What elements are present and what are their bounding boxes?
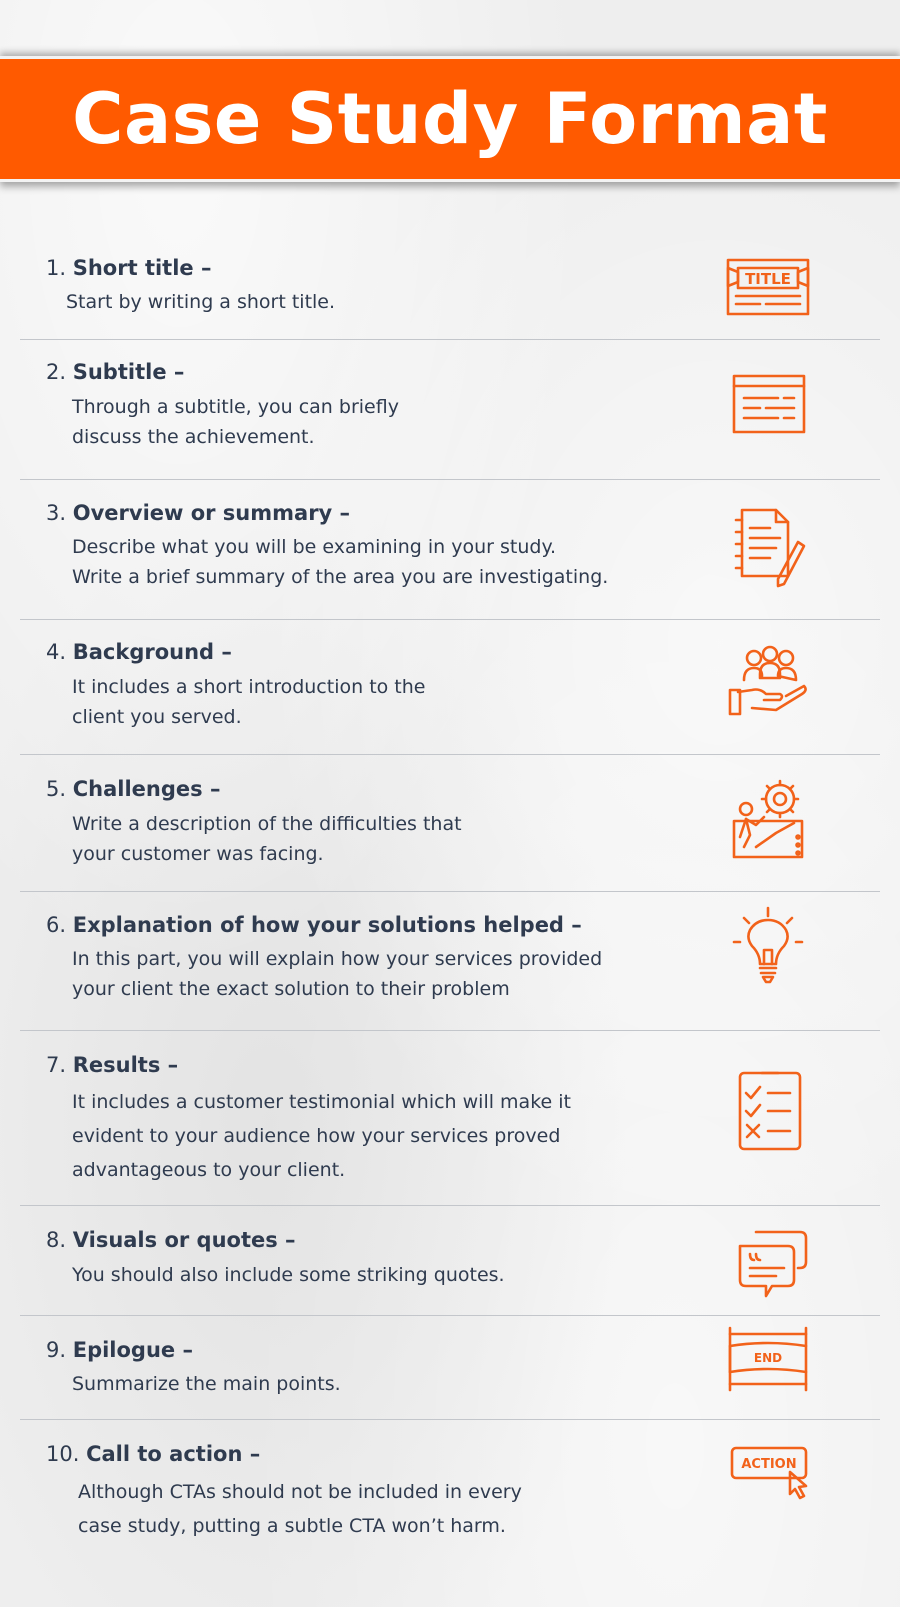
- item-description: Summarize the main points.: [72, 1373, 341, 1395]
- checklist-icon: [726, 1069, 810, 1153]
- list-item: 9. Epilogue – Summarize the main points. END: [20, 1316, 880, 1420]
- item-number: 1.: [46, 256, 67, 280]
- item-description: You should also include some striking quotes.: [72, 1264, 505, 1286]
- list-item: 8. Visuals or quotes – You should also include some striking quotes.: [20, 1206, 880, 1316]
- climbing-gear-icon: [726, 777, 810, 861]
- end-banner-icon: [726, 1324, 810, 1408]
- item-description: Although CTAs should not be included in every case study, putting a subtle CTA won’t harm.: [78, 1481, 522, 1537]
- list-item: 10. Call to action – Although CTAs should not be included in every case study, putting a subtle CTA won’t harm. ACTION: [20, 1420, 880, 1560]
- item-description: Write a description of the difficulties that your customer was facing.: [72, 813, 462, 865]
- list-item: 3. Overview or summary – Describe what you will be examining in your study. Write a brief summary of the area you are investigating.: [20, 480, 880, 620]
- lightbulb-icon: [726, 904, 810, 988]
- list-item: 5. Challenges – Write a description of the difficulties that your customer was facing.: [20, 755, 880, 892]
- item-description: It includes a short introduction to the client you served.: [72, 676, 426, 728]
- list-item: 4. Background – It includes a short introduction to the client you served.: [20, 620, 880, 755]
- notebook-pencil-icon: [726, 506, 810, 590]
- list-item: [20, 230, 880, 340]
- action-button-icon: [726, 1438, 810, 1522]
- item-title: Short title –: [72, 256, 212, 280]
- list-item: 7. Results – It includes a customer testimonial which will make it evident to your audience how your services proved advantageous to your client.: [20, 1031, 880, 1206]
- svg-text:END: END: [753, 1351, 783, 1365]
- list-item: 6. Explanation of how your solutions helped – In this part, you will explain how your services provided your client the exact solution to their problem: [20, 892, 880, 1031]
- title-sign-icon: [726, 250, 810, 334]
- hand-group-icon: [726, 642, 810, 726]
- item-description: In this part, you will explain how your services provided your client the exact solution to their problem: [72, 948, 603, 1000]
- list-item: 2. Subtitle – Through a subtitle, you can briefly discuss the achievement.: [20, 340, 880, 480]
- item-description: Start by writing a short title.: [66, 291, 336, 313]
- svg-text:TITLE: TITLE: [745, 270, 791, 288]
- svg-text:ACTION: ACTION: [741, 1457, 797, 1472]
- item-description: It includes a customer testimonial which will make it evident to your audience how your services proved advantageous to your client.: [72, 1091, 571, 1181]
- text-window-icon: [726, 366, 810, 450]
- title-banner: [0, 56, 900, 182]
- item-description: Through a subtitle, you can briefly discuss the achievement.: [72, 396, 399, 448]
- page-title: Case Study Format: [72, 78, 828, 160]
- item-description: Describe what you will be examining in your study. Write a brief summary of the area you are investigating.: [72, 536, 609, 588]
- quote-bubbles-icon: [726, 1224, 810, 1308]
